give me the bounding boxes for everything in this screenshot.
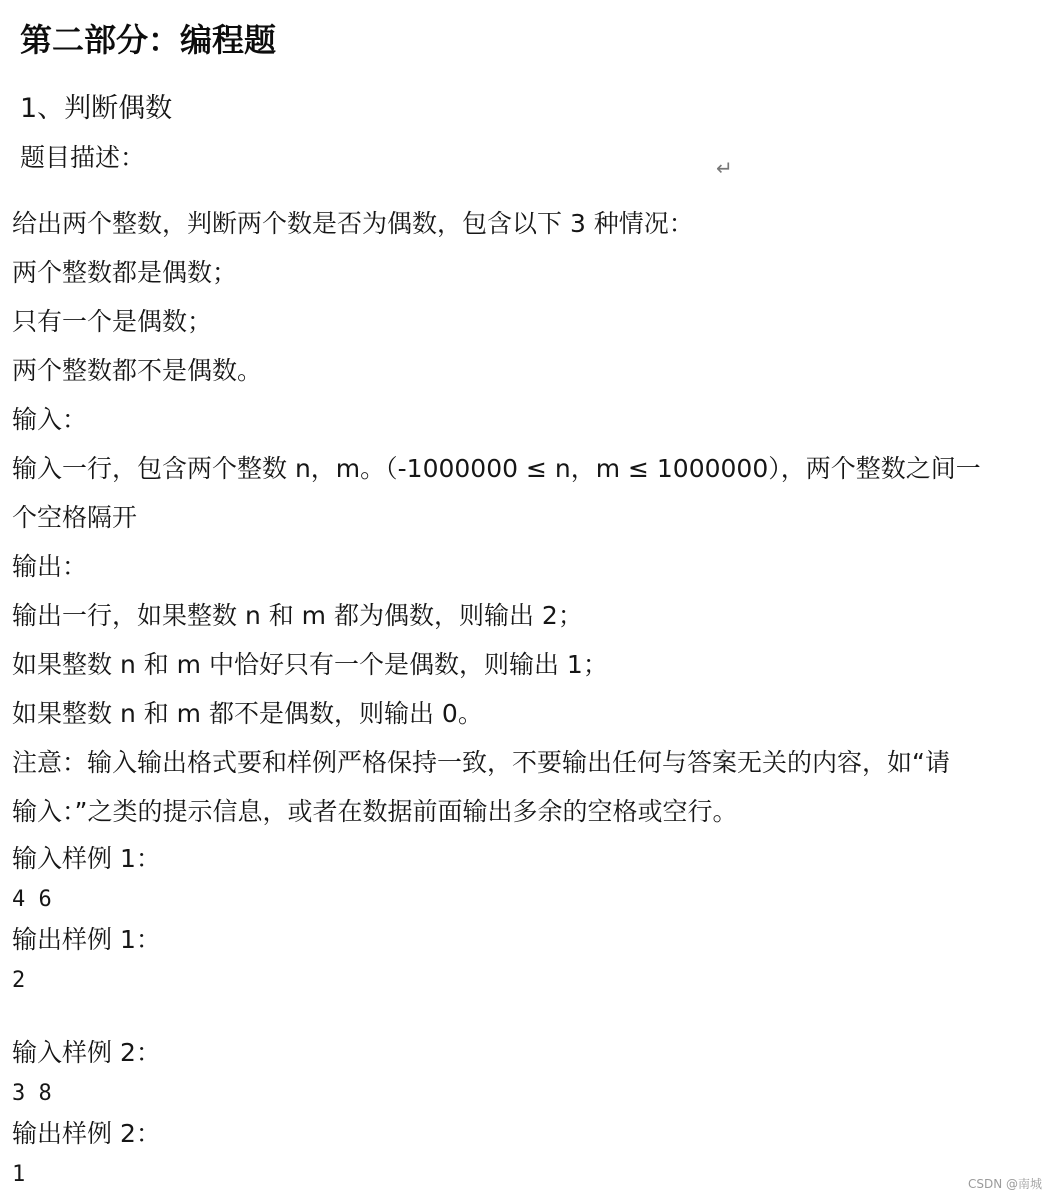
description-line: 给出两个整数，判断两个数是否为偶数，包含以下 3 种情况： bbox=[12, 209, 694, 238]
input-line: 个空格隔开 bbox=[12, 503, 138, 532]
output-label: 输出： bbox=[12, 552, 88, 581]
input-line: 输入一行，包含两个整数 n，m。（-1000000 ≤ n，m ≤ 1000000），两个整数之间一 bbox=[12, 454, 981, 483]
sample-input-label: 输入样例 2： bbox=[12, 1038, 161, 1067]
paragraph-return-icon: ↵ bbox=[716, 156, 733, 180]
output-line: 如果整数 n 和 m 都不是偶数，则输出 0。 bbox=[12, 699, 483, 728]
sample-output-value: 2 bbox=[12, 968, 26, 993]
description-line: 两个整数都是偶数； bbox=[12, 258, 238, 287]
note-line: 输入：”之类的提示信息，或者在数据前面输出多余的空格或空行。 bbox=[12, 797, 738, 826]
sample-input-value: 3 8 bbox=[12, 1081, 52, 1106]
sample-output-value: 1 bbox=[12, 1162, 26, 1187]
sample-output-label: 输出样例 1： bbox=[12, 925, 161, 954]
description-label: 题目描述： bbox=[20, 143, 146, 172]
note-line: 注意：输入输出格式要和样例严格保持一致，不要输出任何与答案无关的内容，如“请 bbox=[12, 748, 950, 777]
sample-input-label: 输入样例 1： bbox=[12, 844, 161, 873]
output-line: 如果整数 n 和 m 中恰好只有一个是偶数，则输出 1； bbox=[12, 650, 608, 679]
watermark: CSDN @南城 bbox=[967, 1177, 1042, 1191]
problem-title: 1、判断偶数 bbox=[20, 93, 173, 124]
input-label: 输入： bbox=[12, 405, 88, 434]
description-line: 两个整数都不是偶数。 bbox=[12, 356, 263, 385]
sample-input-value: 4 6 bbox=[12, 887, 52, 912]
description-line: 只有一个是偶数； bbox=[12, 307, 213, 336]
part-title: 第二部分：编程题 bbox=[20, 21, 277, 59]
sample-output-label: 输出样例 2： bbox=[12, 1119, 161, 1148]
output-line: 输出一行，如果整数 n 和 m 都为偶数，则输出 2； bbox=[12, 601, 583, 630]
